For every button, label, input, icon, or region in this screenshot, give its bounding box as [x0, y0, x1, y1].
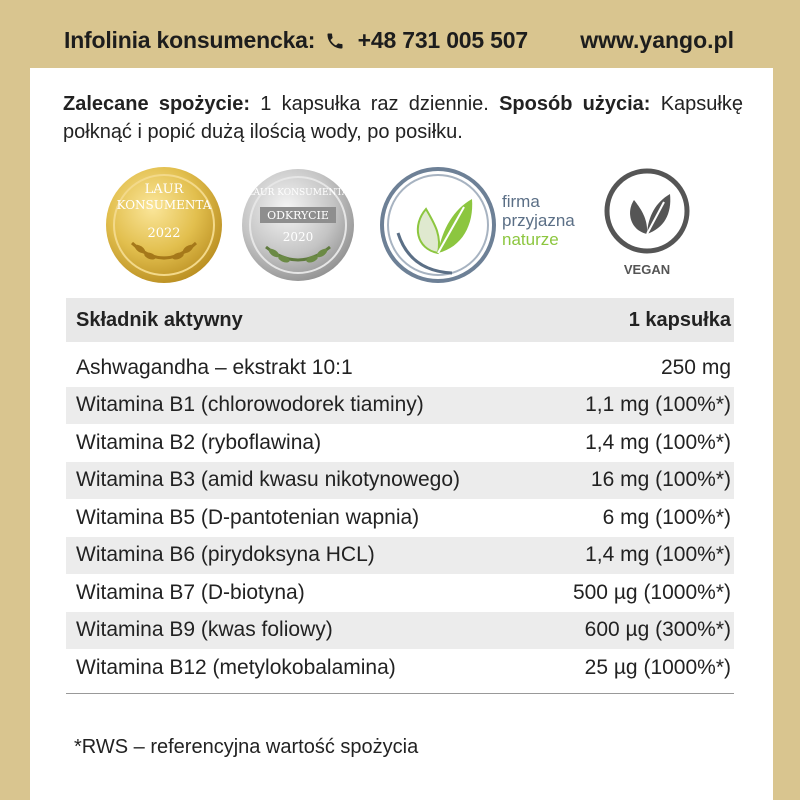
column-ingredient: Składnik aktywny	[76, 308, 243, 331]
content-panel	[30, 68, 773, 800]
eco-text-line3: naturze	[502, 230, 559, 249]
ingredient-name: Witamina B1 (chlorowodorek tiaminy)	[76, 393, 424, 417]
table-header	[66, 298, 734, 342]
table-row	[66, 574, 734, 612]
eco-text	[502, 192, 575, 249]
gold-medal-line1: LAUR	[144, 182, 184, 197]
ingredient-amount: 250 mg	[660, 355, 731, 379]
table-row	[66, 537, 734, 575]
website-link[interactable]: www.yango.pl	[580, 27, 734, 53]
top-bar	[0, 0, 800, 68]
ingredient-name: Witamina B7 (D-biotyna)	[76, 580, 305, 604]
ingredient-amount: 1,4 mg (100%*)	[585, 430, 731, 454]
ingredient-amount: 600 µg (300%*)	[584, 618, 731, 642]
method-text: Kapsułkę połknąć i popić dużą ilością wody, po posiłku.	[63, 93, 743, 143]
vegan-label: VEGAN	[623, 262, 671, 277]
ingredient-amount: 500 µg (1000%*)	[572, 580, 731, 604]
table-row	[66, 649, 734, 687]
phone-icon	[325, 30, 345, 57]
gold-medal-year: 2022	[147, 226, 181, 241]
vegan-leaf-icon	[602, 166, 692, 256]
table-row	[66, 424, 734, 462]
eco-text-line1: firma	[502, 192, 540, 211]
dose-text: 1 kapsułka raz dziennie.	[260, 93, 489, 115]
hotline-label: Infolinia konsumencka:	[64, 27, 316, 53]
method-label: Sposób użycia:	[499, 93, 651, 115]
table-row	[66, 387, 734, 425]
rws-footnote: *RWS – referencyjna wartość spożycia	[74, 736, 419, 758]
table-row	[66, 349, 734, 387]
ingredient-name: Ashwagandha – ekstrakt 10:1	[76, 355, 353, 379]
ingredient-name: Witamina B6 (pirydoksyna HCL)	[76, 543, 375, 567]
column-amount: 1 kapsułka	[628, 308, 731, 331]
ingredient-amount: 6 mg (100%*)	[602, 505, 731, 529]
table-divider	[66, 693, 734, 694]
ingredient-amount: 16 mg (100%*)	[590, 468, 731, 492]
ingredient-amount: 1,4 mg (100%*)	[585, 543, 731, 567]
table-row	[66, 499, 734, 537]
badges-row	[30, 160, 773, 290]
eco-leaf-circle-icon	[376, 163, 502, 287]
ingredient-name: Witamina B9 (kwas foliowy)	[76, 618, 333, 642]
ingredient-amount: 1,1 mg (100%*)	[585, 393, 731, 417]
ingredient-name: Witamina B12 (metylokobalamina)	[76, 655, 396, 679]
eco-text-line2: przyjazna	[502, 211, 575, 230]
laur-konsumenta-odkrycie-2020-medal-icon	[238, 165, 358, 285]
silver-medal-line1: LAUR KONSUMENTA	[247, 188, 349, 198]
consumer-hotline	[64, 27, 528, 57]
ingredient-amount: 25 µg (1000%*)	[584, 655, 731, 679]
table-row	[66, 612, 734, 650]
silver-medal-year: 2020	[282, 230, 314, 244]
dose-label: Zalecane spożycie:	[63, 93, 250, 115]
table-row	[66, 462, 734, 500]
ingredient-name: Witamina B5 (D-pantotenian wapnia)	[76, 505, 420, 529]
ingredient-name: Witamina B3 (amid kwasu nikotynowego)	[76, 468, 460, 492]
usage-instructions	[63, 90, 743, 146]
silver-medal-line2: ODKRYCIE	[267, 209, 329, 222]
gold-medal-line2: KONSUMENTA	[116, 198, 212, 212]
ingredient-name: Witamina B2 (ryboflawina)	[76, 430, 322, 454]
phone-number[interactable]: +48 731 005 507	[357, 27, 528, 53]
laur-konsumenta-2022-medal-icon	[102, 163, 226, 287]
nutrition-table	[66, 298, 734, 694]
